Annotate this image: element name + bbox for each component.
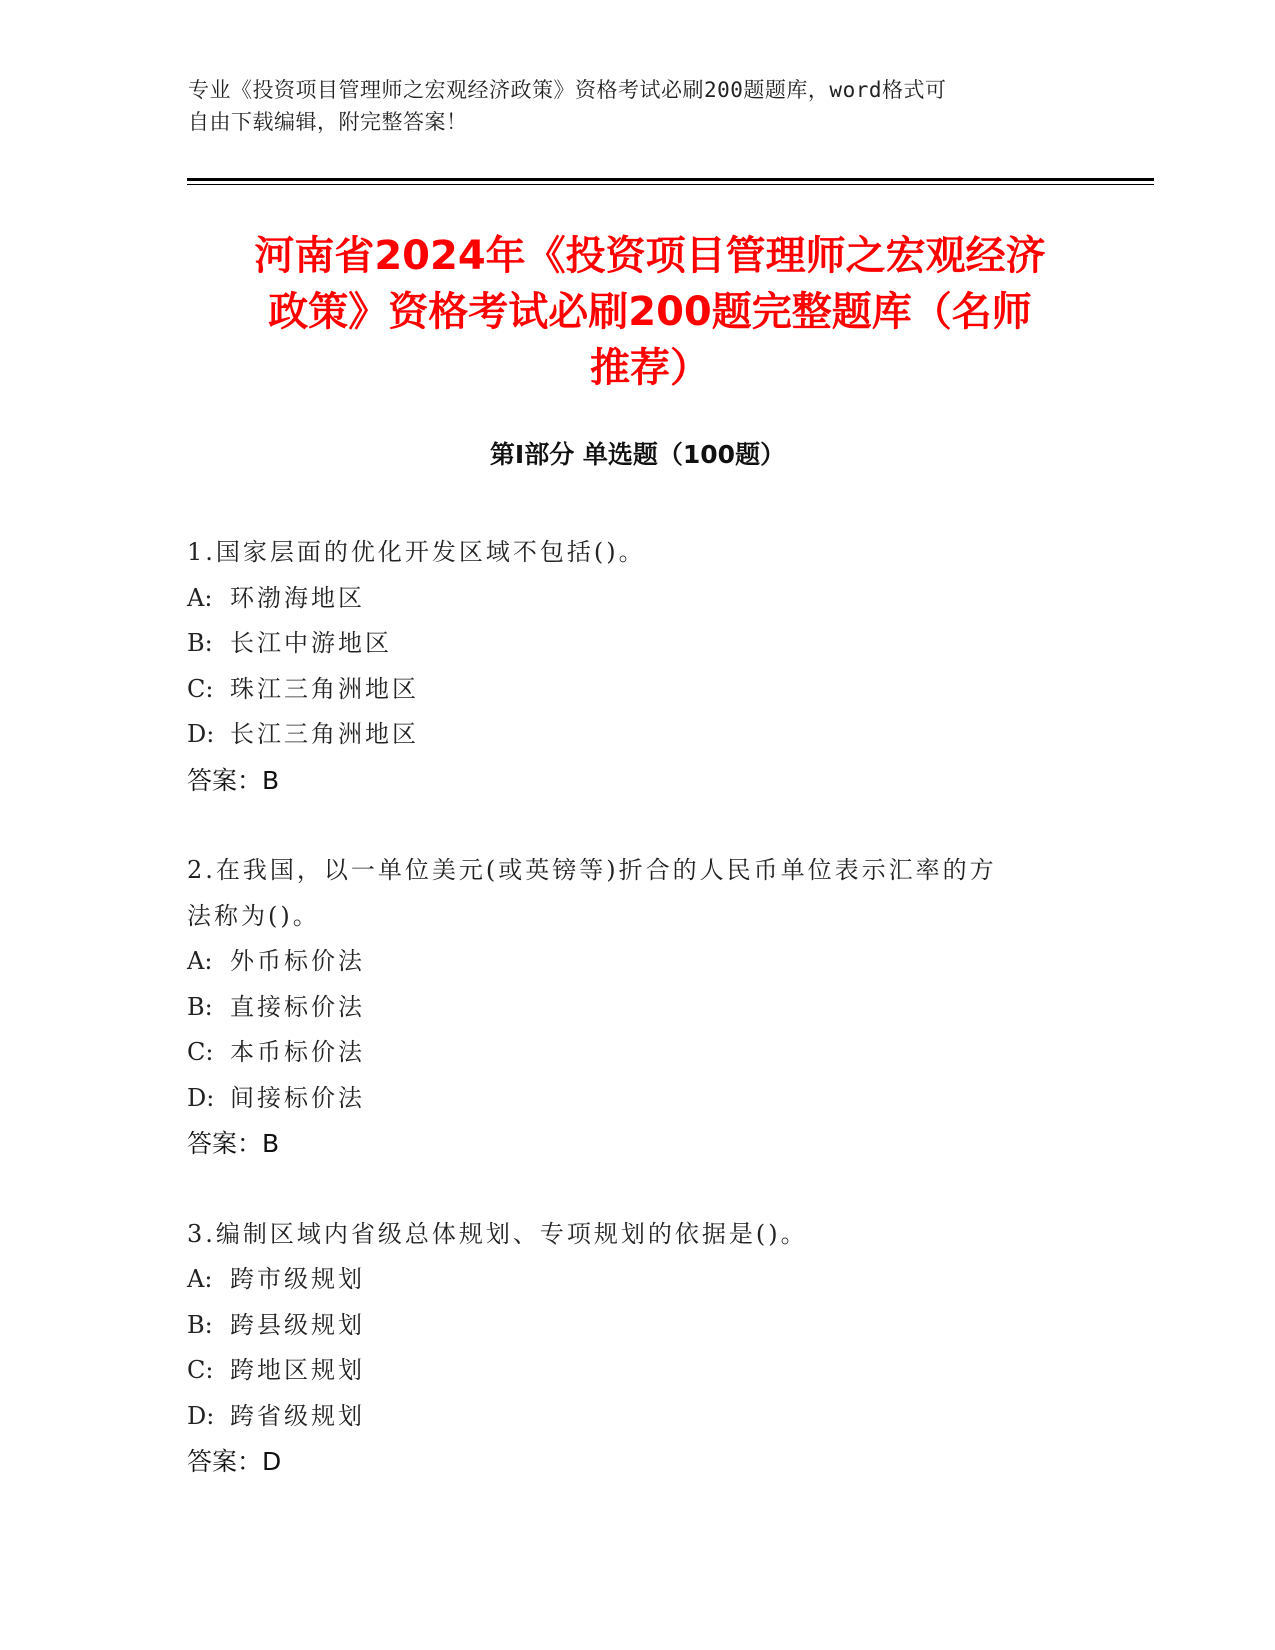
header-note-line-1: 专业《投资项目管理师之宏观经济政策》资格考试必刷200题题库，word格式可 [188, 78, 947, 102]
option-d [187, 1076, 1087, 1122]
question-stem: 1.国家层面的优化开发区域不包括()。 [187, 538, 646, 566]
option-letter: A: [187, 1265, 213, 1293]
option-letter: B: [187, 1310, 213, 1339]
option-text: 外币标价法 [230, 947, 365, 975]
option-text: 本币标价法 [230, 1038, 365, 1066]
option-d [187, 1394, 1087, 1440]
option-b [187, 1303, 1087, 1349]
question-3 [187, 1212, 1087, 1485]
question-2 [187, 848, 1087, 1167]
header-note-line-2: 自由下载编辑，附完整答案！ [188, 110, 468, 134]
option-c [187, 1030, 1087, 1076]
option-a [187, 1257, 1087, 1303]
document-title [150, 228, 1150, 396]
answer-line: 答案：B [187, 765, 280, 795]
option-a [187, 576, 1087, 622]
answer-line: 答案：D [187, 1447, 282, 1476]
answer-line: 答案：B [187, 1129, 280, 1158]
section-heading: 第I部分 单选题（100题） [489, 440, 786, 469]
option-letter: B: [187, 992, 213, 1021]
option-letter: D: [187, 720, 215, 748]
option-text: 跨县级规划 [230, 1310, 365, 1339]
option-letter: D: [187, 1083, 215, 1112]
option-text: 长江中游地区 [230, 629, 392, 657]
question-1 [187, 530, 1087, 803]
header-note [188, 74, 1068, 138]
header-divider-thick [187, 178, 1154, 181]
option-c [187, 1348, 1087, 1394]
document-title-line-3: 推荐） [590, 345, 710, 391]
option-text: 跨省级规划 [230, 1401, 365, 1430]
option-text: 环渤海地区 [230, 583, 365, 612]
option-a [187, 939, 1087, 985]
option-b [187, 985, 1087, 1031]
question-stem-continued: 法称为()。 [187, 901, 320, 930]
document-title-line-2: 政策》资格考试必刷200题完整题库（名师 [268, 289, 1032, 335]
question-stem: 3.编制区域内省级总体规划、专项规划的依据是()。 [187, 1219, 808, 1248]
option-letter: C: [187, 674, 214, 703]
option-text: 跨地区规划 [230, 1356, 365, 1384]
option-text: 跨市级规划 [230, 1265, 365, 1293]
header-divider-thin [187, 184, 1154, 185]
option-b [187, 621, 1087, 667]
option-letter: B: [187, 629, 213, 657]
option-text: 间接标价法 [230, 1083, 365, 1112]
option-letter: A: [187, 583, 213, 612]
question-stem: 2.在我国，以一单位美元(或英镑等)折合的人民币单位表示汇率的方 [187, 856, 997, 884]
option-letter: C: [187, 1356, 214, 1384]
question-list [187, 530, 1087, 1530]
document-title-line-1: 河南省2024年《投资项目管理师之宏观经济 [254, 233, 1046, 279]
option-d [187, 712, 1087, 758]
option-text: 直接标价法 [230, 992, 365, 1021]
option-letter: D: [187, 1401, 215, 1430]
option-text: 长江三角洲地区 [230, 720, 419, 748]
option-letter: A: [187, 947, 213, 975]
option-c [187, 667, 1087, 713]
option-text: 珠江三角洲地区 [230, 674, 419, 703]
option-letter: C: [187, 1038, 214, 1066]
